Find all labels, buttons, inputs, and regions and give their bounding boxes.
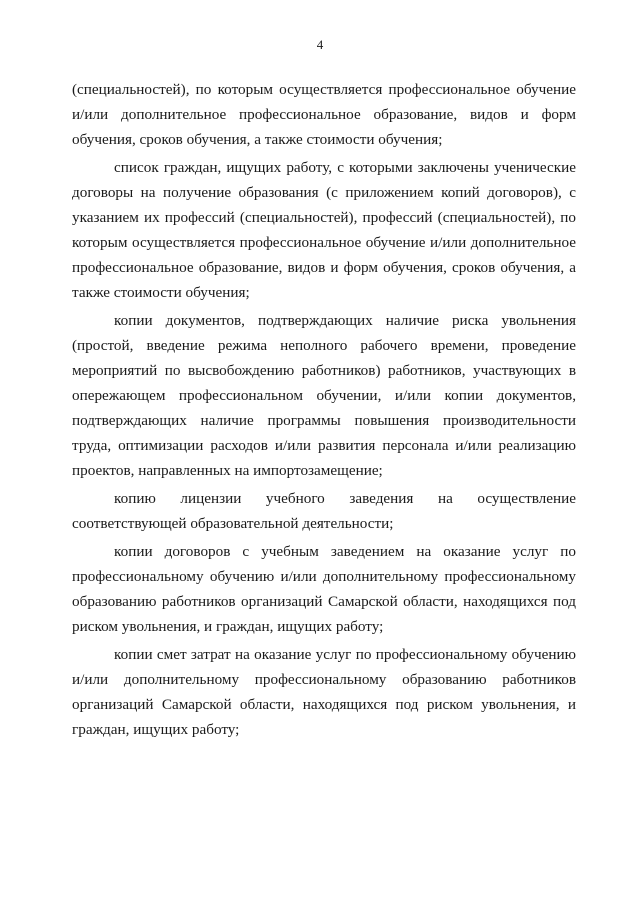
paragraph-license-copy: копию лицензии учебного заведения на осуществление соответствующей образовательной деятельности; <box>72 490 576 532</box>
paragraph-dismissal-risk-documents: копии документов, подтверждающих наличие риска увольнения (простой, введение режима неполного рабочего времени, проведение мероприятий по высвобождению работников) работников, участвующих в опережающем профессиональном обучении, и/или копии документов, подтверждающих наличие программы повышения производительности труда, оптимизации расходов и/или развития персонала и/или реализацию проектов, направленных на импортозамещение; <box>72 312 576 479</box>
paragraph-cost-estimates: копии смет затрат на оказание услуг по профессиональному обучению и/или дополнительному профессиональному образованию работников организаций Самарской области, находящихся под риском увольнения, и граждан, ищущих работу; <box>72 646 576 738</box>
page-number: 4 <box>316 37 324 52</box>
document-body <box>72 77 576 742</box>
paragraph-continuation: (специальностей), по которым осуществляется профессиональное обучение и/или дополнительное профессиональное образование, видов и форм обучения, сроков обучения, а также стоимости обучения; <box>72 81 576 148</box>
paragraph-job-seekers-list: список граждан, ищущих работу, с которыми заключены ученические договоры на получение образования (с приложением копий договоров), с указанием их профессий (специальностей), профессий (специальностей), по которым осуществляется профессиональное обучение и/или дополнительное профессиональное образование, видов и форм обучения, сроков обучения, а также стоимости обучения; <box>72 159 576 301</box>
paragraph-contract-copies: копии договоров с учебным заведением на оказание услуг по профессиональному обучению и/или дополнительному профессиональному образованию работников организаций Самарской области, находящихся под риском увольнения, и граждан, ищущих работу; <box>72 543 576 635</box>
